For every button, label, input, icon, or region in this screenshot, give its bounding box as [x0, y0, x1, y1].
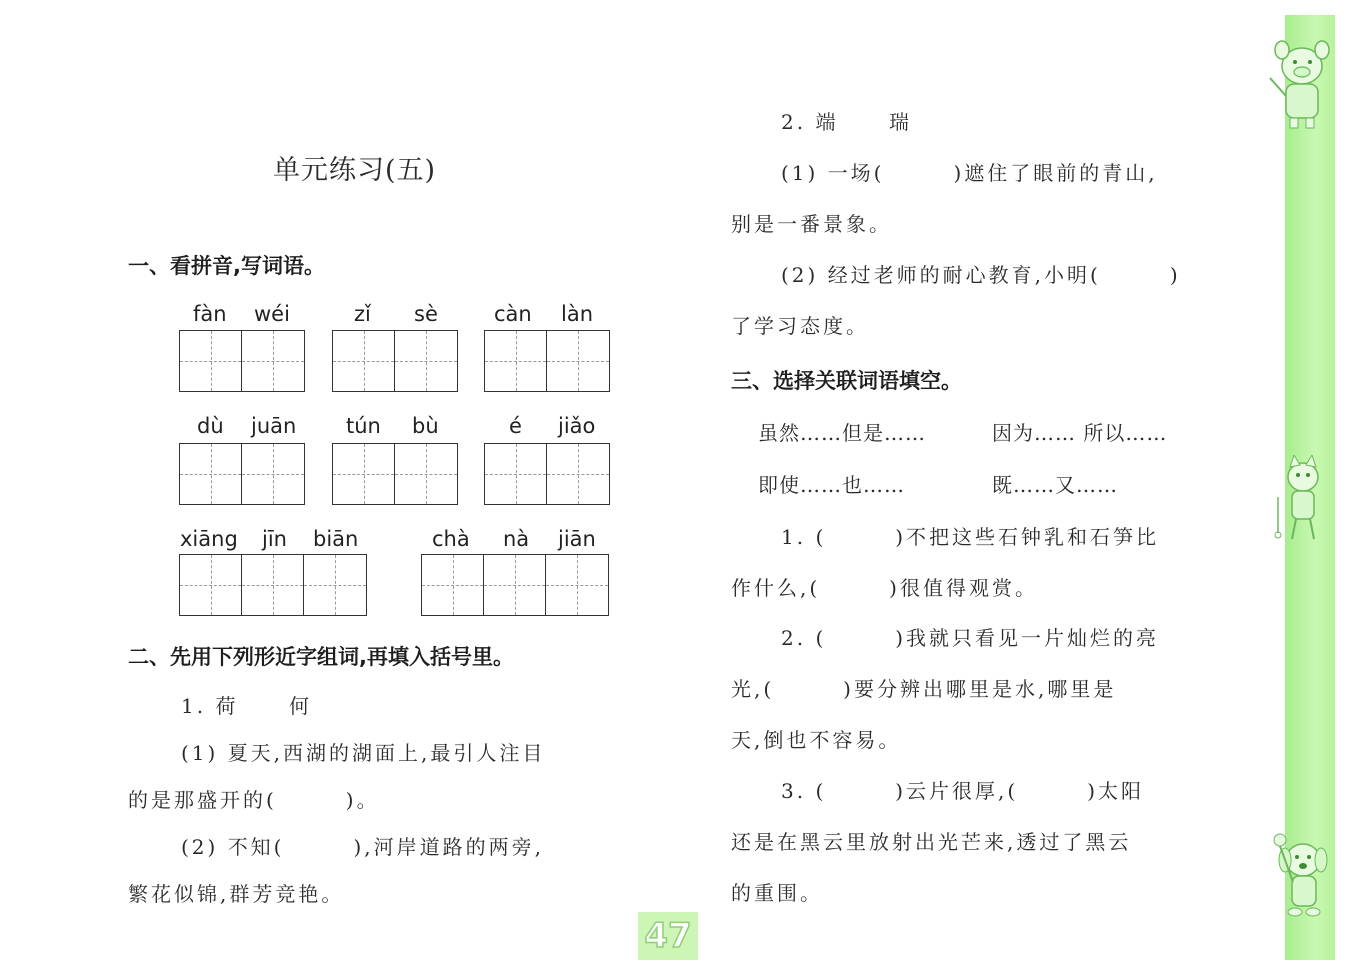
- pinyin-na: nà: [503, 527, 530, 551]
- option-1: 虽然……但是……: [758, 421, 926, 445]
- text-line: (2) 经过老师的耐心教育,小明( ): [781, 263, 1181, 287]
- writing-grid-2[interactable]: [332, 330, 458, 392]
- pinyin-se: sè: [414, 302, 438, 326]
- pinyin-du: dù: [197, 414, 224, 438]
- pinyin-bian: biān: [313, 527, 359, 551]
- text-line: (2) 不知( ),河岸道路的两旁,: [181, 835, 545, 859]
- q2-char-1: 2. 端: [781, 110, 839, 134]
- writing-grid-7[interactable]: [179, 554, 367, 616]
- q1-char-2: 何: [289, 694, 312, 718]
- text-line: 作什么,( )很值得观赏。: [731, 576, 1038, 600]
- text-line: 还是在黑云里放射出光芒来,透过了黑云: [731, 830, 1132, 854]
- text-line: (1) 一场( )遮住了眼前的青山,: [781, 161, 1158, 185]
- writing-grid-1[interactable]: [179, 330, 305, 392]
- q2-char-2: 瑞: [889, 110, 912, 134]
- text-line: 繁花似锦,群芳竞艳。: [128, 882, 345, 906]
- text-line: 了学习态度。: [731, 314, 869, 338]
- text-line: 的是那盛开的( )。: [128, 788, 380, 812]
- writing-grid-4[interactable]: [179, 443, 305, 505]
- page-title: 单元练习(五): [273, 155, 437, 186]
- option-2: 因为…… 所以……: [992, 421, 1168, 445]
- pinyin-can: càn: [494, 302, 532, 326]
- pinyin-lan: làn: [561, 302, 594, 326]
- text-line: 的重围。: [731, 881, 823, 905]
- pinyin-jin: jīn: [262, 527, 287, 551]
- pinyin-bu: bù: [412, 414, 439, 438]
- pinyin-xiang: xiāng: [180, 527, 238, 551]
- writing-grid-6[interactable]: [484, 443, 610, 505]
- pinyin-juan: juān: [251, 414, 297, 438]
- dog-mascot-icon: [1265, 830, 1340, 925]
- text-line: 光,( )要分辨出哪里是水,哪里是: [731, 677, 1117, 701]
- pinyin-jian: jiān: [558, 527, 596, 551]
- section-1-heading: 一、看拼音,写词语。: [128, 254, 325, 278]
- option-3: 即使……也……: [758, 473, 905, 497]
- text-line: 1. ( )不把这些石钟乳和石笋比: [781, 525, 1160, 549]
- page-number: 47: [638, 912, 698, 960]
- text-line: 3. ( )云片很厚,( )太阳: [781, 779, 1145, 803]
- pig-mascot-icon: [1260, 38, 1340, 133]
- text-line: (1) 夏天,西湖的湖面上,最引人注目: [181, 741, 546, 765]
- pinyin-tun: tún: [346, 414, 381, 438]
- pinyin-e: é: [509, 414, 522, 438]
- option-4: 既……又……: [992, 473, 1118, 497]
- text-line: 天,倒也不容易。: [731, 728, 902, 752]
- text-line: 别是一番景象。: [731, 212, 892, 236]
- text-line: 2. ( )我就只看见一片灿烂的亮: [781, 626, 1160, 650]
- pinyin-zi: zǐ: [354, 302, 371, 326]
- writing-grid-3[interactable]: [484, 330, 610, 392]
- section-3-heading: 三、选择关联词语填空。: [731, 369, 962, 393]
- cat-mascot-icon: [1268, 455, 1338, 545]
- pinyin-jiao: jiǎo: [558, 414, 596, 438]
- writing-grid-5[interactable]: [332, 443, 458, 505]
- section-2-heading: 二、先用下列形近字组词,再填入括号里。: [128, 645, 514, 669]
- pinyin-cha: chà: [432, 527, 470, 551]
- pinyin-wei: wéi: [254, 302, 290, 326]
- pinyin-fan: fàn: [193, 302, 227, 326]
- q1-char-1: 1. 荷: [181, 694, 239, 718]
- writing-grid-8[interactable]: [421, 554, 609, 616]
